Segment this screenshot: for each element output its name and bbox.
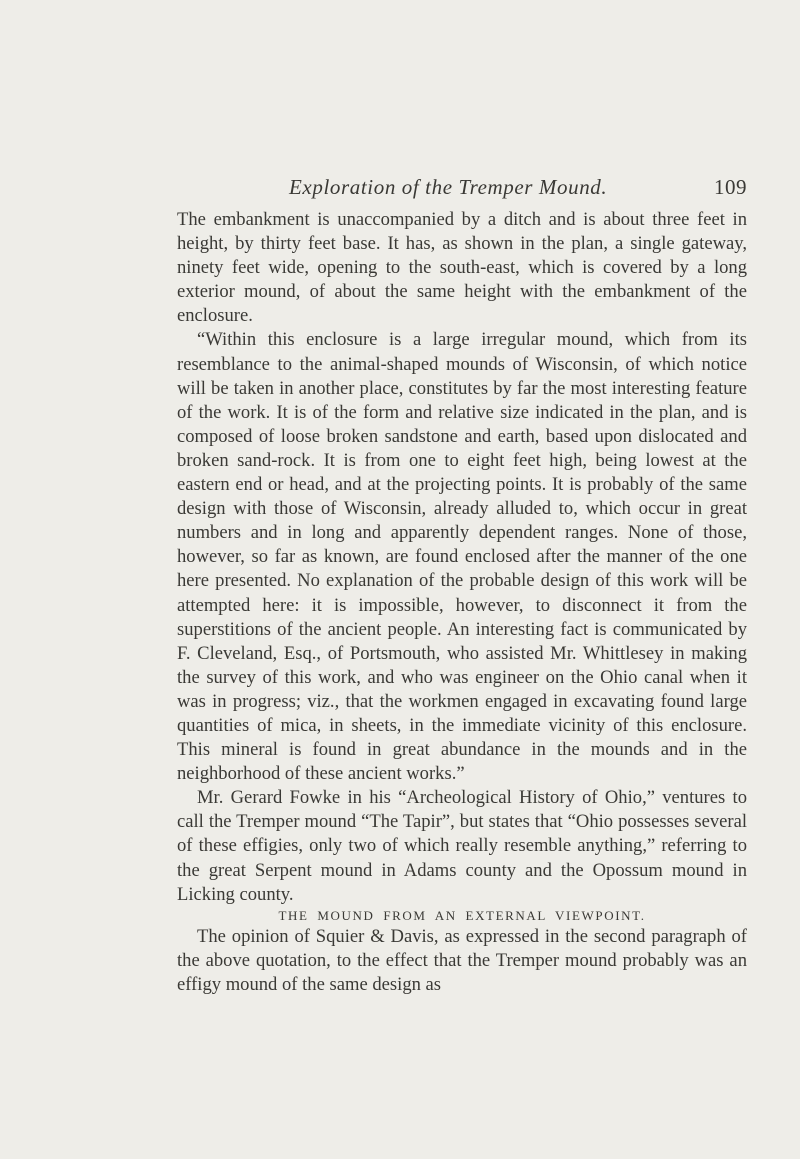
paragraph-embankment: The embankment is unaccompanied by a ditch and is about three feet in height, by thirty feet base. It has, as shown in the plan, a single gateway, ninety feet wide, opening to the south-east, which is covered by a long exterior mound, of about the same height with the embankment of the enclosure.	[177, 209, 747, 327]
body-text	[177, 208, 747, 997]
section-heading: THE MOUND FROM AN EXTERNAL VIEWPOINT.	[278, 907, 646, 923]
running-title: Exploration of the Tremper Mound.	[289, 175, 608, 199]
paragraph-fowke: Mr. Gerard Fowke in his “Archeological History of Ohio,” ventures to call the Tremper mound “The Tapir”, but states that “Ohio possesses several of these effigies, only two of which really resemble anything,” referring to the great Serpent mound in Adams county and the Opossum mound in Licking county.	[177, 787, 747, 905]
paragraph-opinion: The opinion of Squier & Davis, as expressed in the second paragraph of the above quotation, to the effect that the Tremper mound probably was an effigy mound of the same design as	[177, 925, 747, 995]
paragraph-quotation: “Within this enclosure is a large irregular mound, which from its resemblance to the animal-shaped mounds of Wisconsin, of which notice will be taken in another place, constitutes by far the most interesting feature of the work. It is of the form and relative size indicated in the plan, and is composed of loose broken sandstone and earth, based upon dislocated and broken sand-rock. It is from one to eight feet high, being lowest at the eastern end or head, and at the projecting points. It is probably of the same design with those of Wisconsin, already alluded to, which occur in great numbers and in long and apparently dependent ranges. None of those, however, so far as known, are found enclosed after the manner of the one here presented. No explanation of the probable design of this work will be attempted here: it is impossible, however, to disconnect it from the superstitions of the ancient people. An interesting fact is communicated by F. Cleveland, Esq., of Portsmouth, who assisted Mr. Whittlesey in making the survey of this work, and who was engineer on the Ohio canal when it was in progress; viz., that the workmen engaged in excavating found large quantities of mica, in sheets, in the immediate vicinity of this enclosure. This mineral is found in great abundance in the mounds and in the neighborhood of these ancient works.”	[177, 329, 747, 785]
page-number: 109	[714, 175, 747, 199]
running-head	[289, 175, 747, 199]
